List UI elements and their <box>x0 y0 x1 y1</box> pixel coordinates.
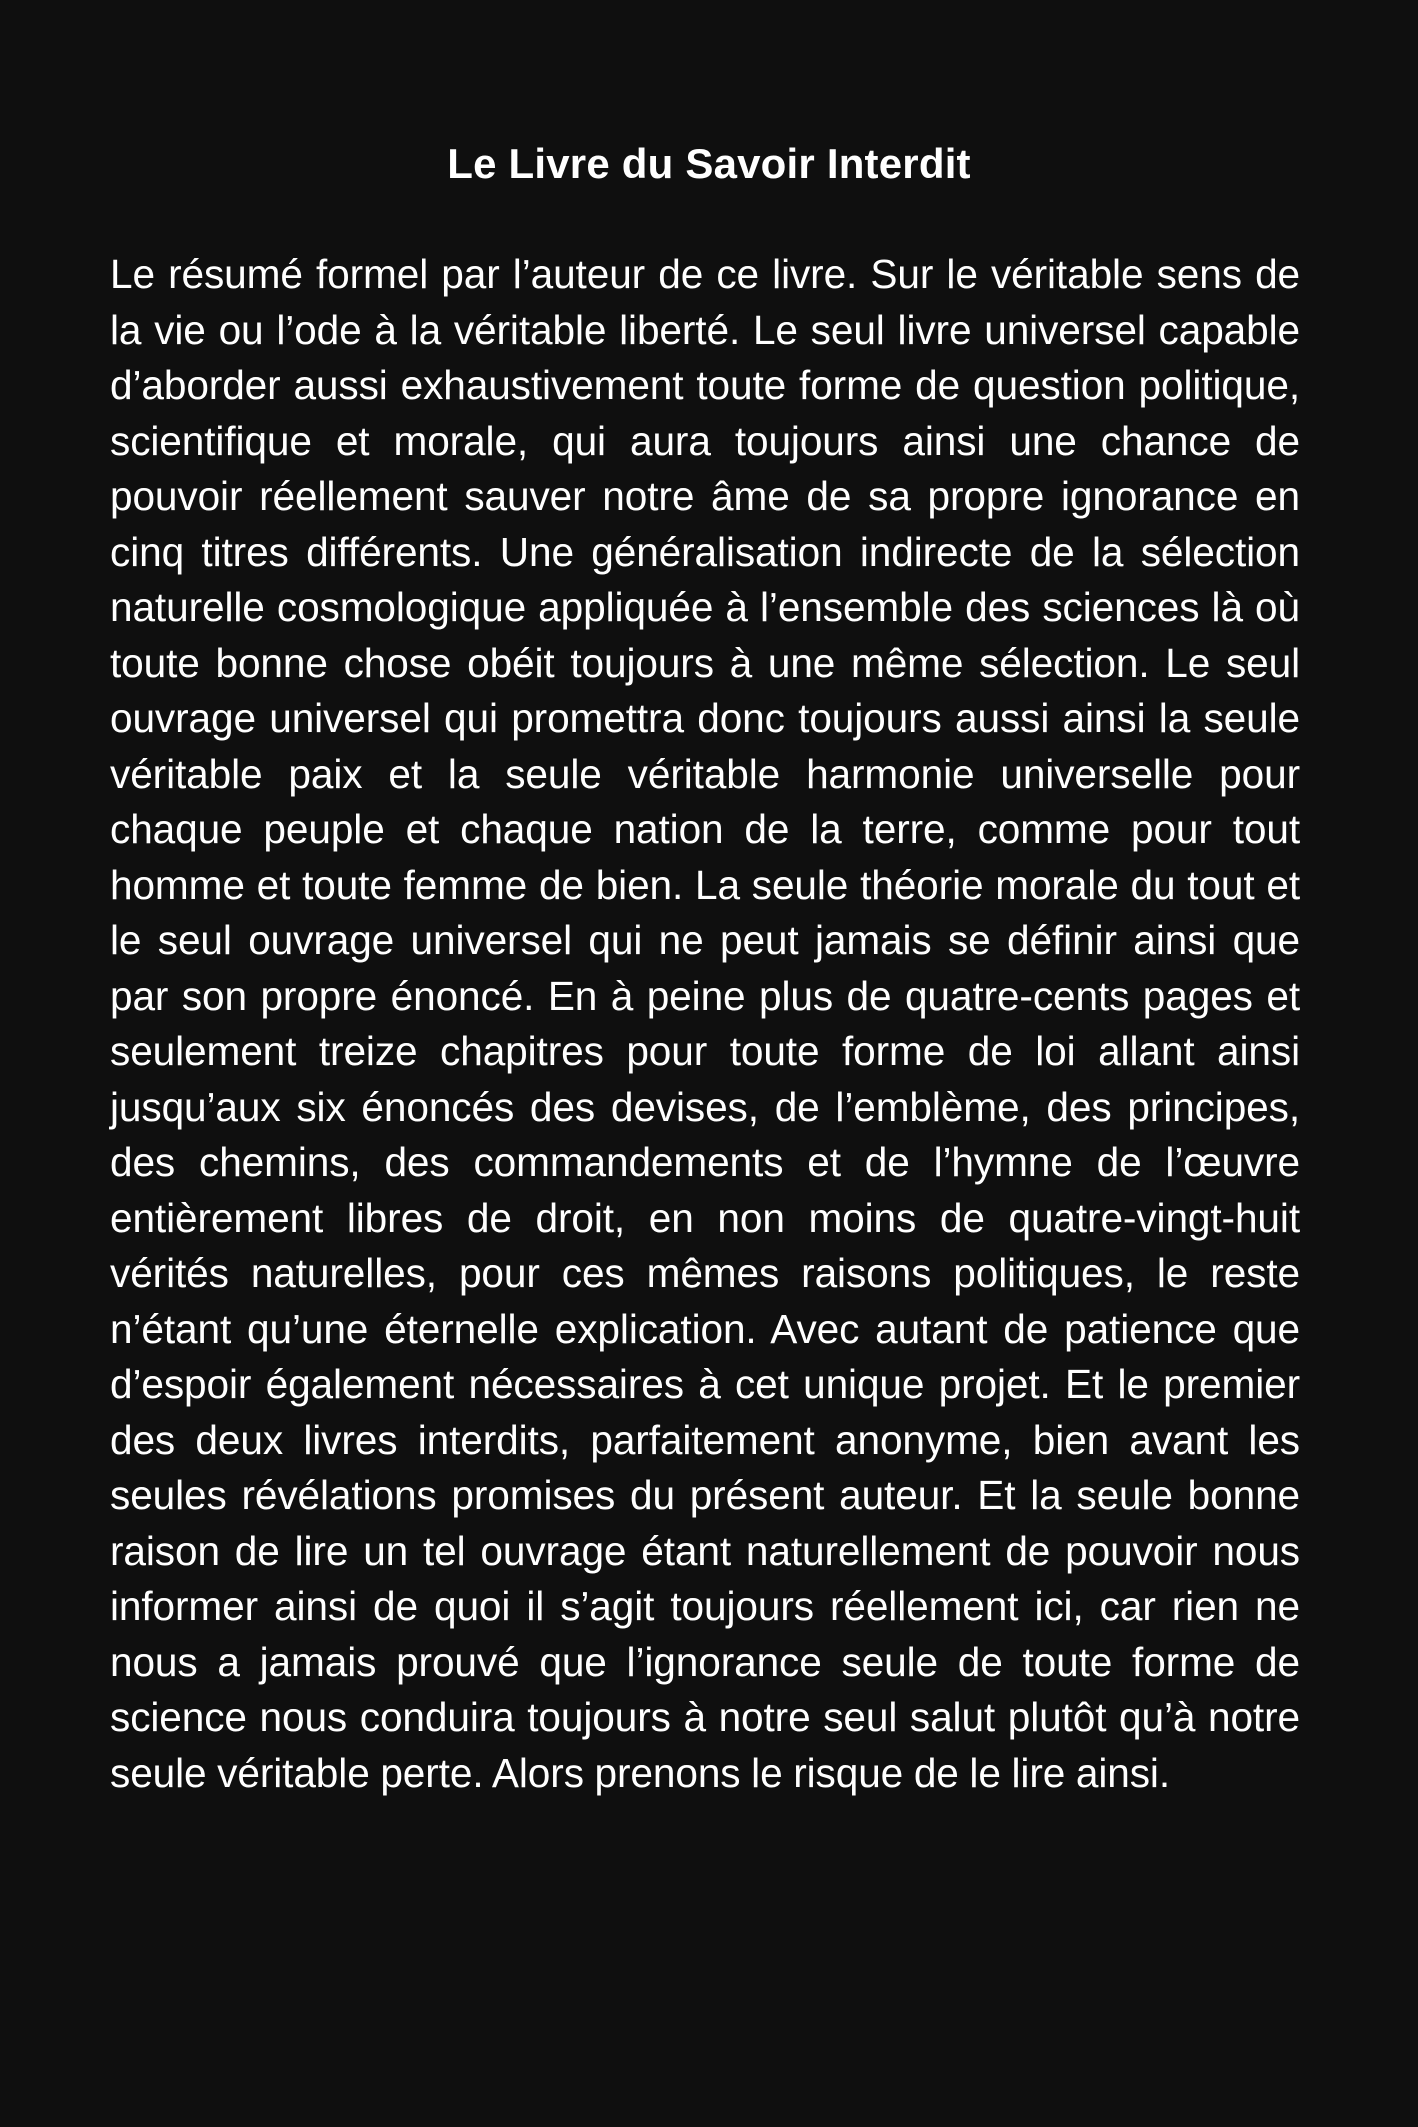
book-title: Le Livre du Savoir Interdit <box>447 140 971 187</box>
book-summary-paragraph: Le résumé formel par l’auteur de ce livre. Sur le véritable sens de la vie ou l’ode à la véritable liberté. Le seul livre universel capable d’aborder aussi exhaustivement toute forme de question politique, scientifique et morale, qui aura toujours ainsi une chance de pouvoir réellement sauver notre âme de sa propre ignorance en cinq titres différents. Une généralisation indirecte de la sélection naturelle cosmologique appliquée à l’ensemble des sciences là où toute bonne chose obéit toujours à une même sélection. Le seul ouvrage universel qui promettra donc toujours aussi ainsi la seule véritable paix et la seule véritable harmonie universelle pour chaque peuple et chaque nation de la terre, comme pour tout homme et toute femme de bien. La seule théorie morale du tout et le seul ouvrage universel qui ne peut jamais se définir ainsi que par son propre énoncé. En à peine plus de quatre-cents pages et seulement treize chapitres pour toute forme de loi allant ainsi jusqu’aux six énoncés des devises, de l’emblème, des principes, des chemins, des commandements et de l’hymne de l’œuvre entièrement libres de droit, en non moins de quatre-vingt-huit vérités naturelles, pour ces mêmes raisons politiques, le reste n’étant qu’une éternelle explication. Avec autant de patience que d’espoir également nécessaires à cet unique projet. Et le premier des deux livres interdits, parfaitement anonyme, bien avant les seules révélations promises du présent auteur. Et la seule bonne raison de lire un tel ouvrage étant naturellement de pouvoir nous informer ainsi de quoi il s’agit toujours réellement ici, car rien ne nous a jamais prouvé que l’ignorance seule de toute forme de science nous conduira toujours à notre seul salut plutôt qu’à notre seule véritable perte. Alors prenons le risque de le lire ainsi. <box>110 251 1300 1796</box>
